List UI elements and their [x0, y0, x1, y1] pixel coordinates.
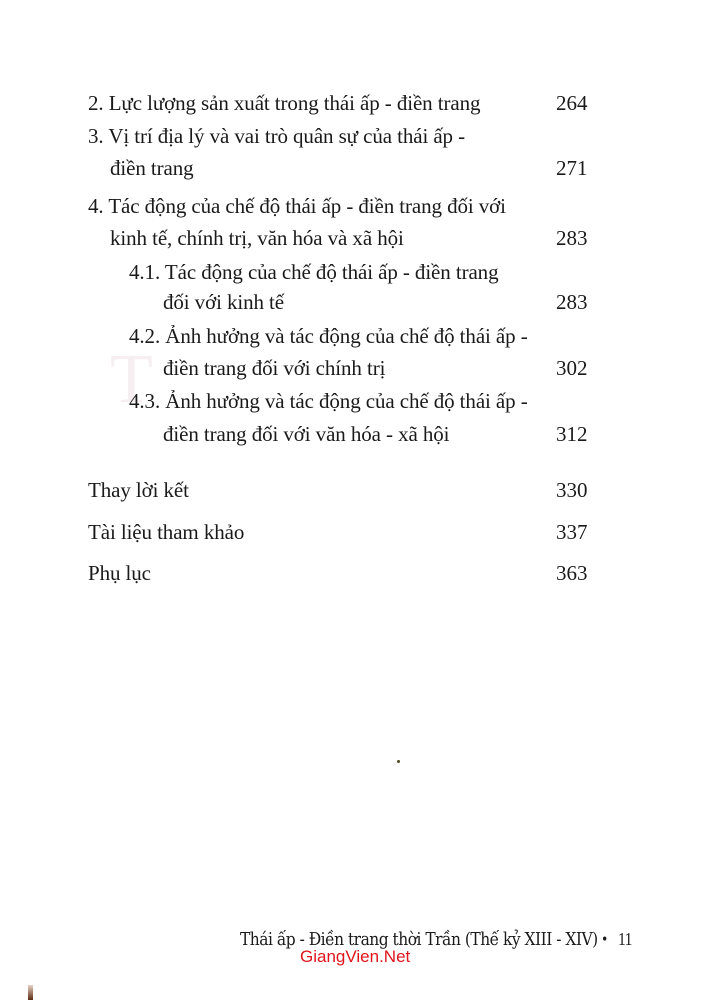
scan-speck [397, 760, 400, 763]
toc-entry-references: Tài liệu tham khảo [88, 520, 245, 544]
page-edge-mark [28, 985, 33, 1000]
toc-entry-4-1-line-1: 4.1. Tác động của chế độ thái ấp - điền trang [129, 260, 499, 284]
page-number: 11 [618, 929, 632, 949]
toc-entry-3-page: 271 [556, 156, 588, 180]
toc-entry-4-line-2: kinh tế, chính trị, văn hóa và xã hội [110, 226, 404, 250]
toc-entry-2-line-1: 2. Lực lượng sản xuất trong thái ấp - điền trang [88, 91, 481, 115]
toc-entry-3-line-1: 3. Vị trí địa lý và vai trò quân sự của thái ấp - [88, 124, 465, 148]
toc-entry-4-3-line-1: 4.3. Ảnh hưởng và tác động của chế độ thái ấp - [129, 389, 528, 413]
toc-entry-4-1-line-2: đối với kinh tế [163, 290, 285, 314]
toc-entry-4-line-1: 4. Tác động của chế độ thái ấp - điền trang đối với [88, 194, 506, 218]
toc-entry-4-3-page: 312 [556, 422, 588, 446]
bullet-icon: • [601, 932, 608, 948]
toc-entry-4-page: 283 [556, 226, 588, 250]
toc-entry-4-2-line-1: 4.2. Ảnh hưởng và tác động của chế độ thái ấp - [129, 324, 528, 348]
toc-entry-afterword-page: 330 [556, 478, 588, 502]
toc-entry-3-line-2: điền trang [110, 156, 194, 180]
watermark: GiangVien.Net [300, 947, 411, 966]
running-title: Thái ấp - Điền trang thời Trần (Thế kỷ XIII - XIV) [240, 929, 598, 950]
toc-entry-4-3-line-2: điền trang đối với văn hóa - xã hội [163, 422, 450, 446]
toc-entry-afterword: Thay lời kết [88, 478, 189, 502]
toc-entry-references-page: 337 [556, 520, 588, 544]
show-through-letter: T [110, 341, 153, 418]
toc-entry-2-page: 264 [556, 91, 588, 115]
toc-entry-4-2-line-2: điền trang đối với chính trị [163, 356, 386, 380]
toc-entry-4-2-page: 302 [556, 356, 588, 380]
toc-entry-4-1-page: 283 [556, 290, 588, 314]
toc-entry-appendix-page: 363 [556, 561, 588, 585]
toc-entry-appendix: Phụ lục [88, 561, 151, 585]
page-footer [240, 928, 632, 951]
